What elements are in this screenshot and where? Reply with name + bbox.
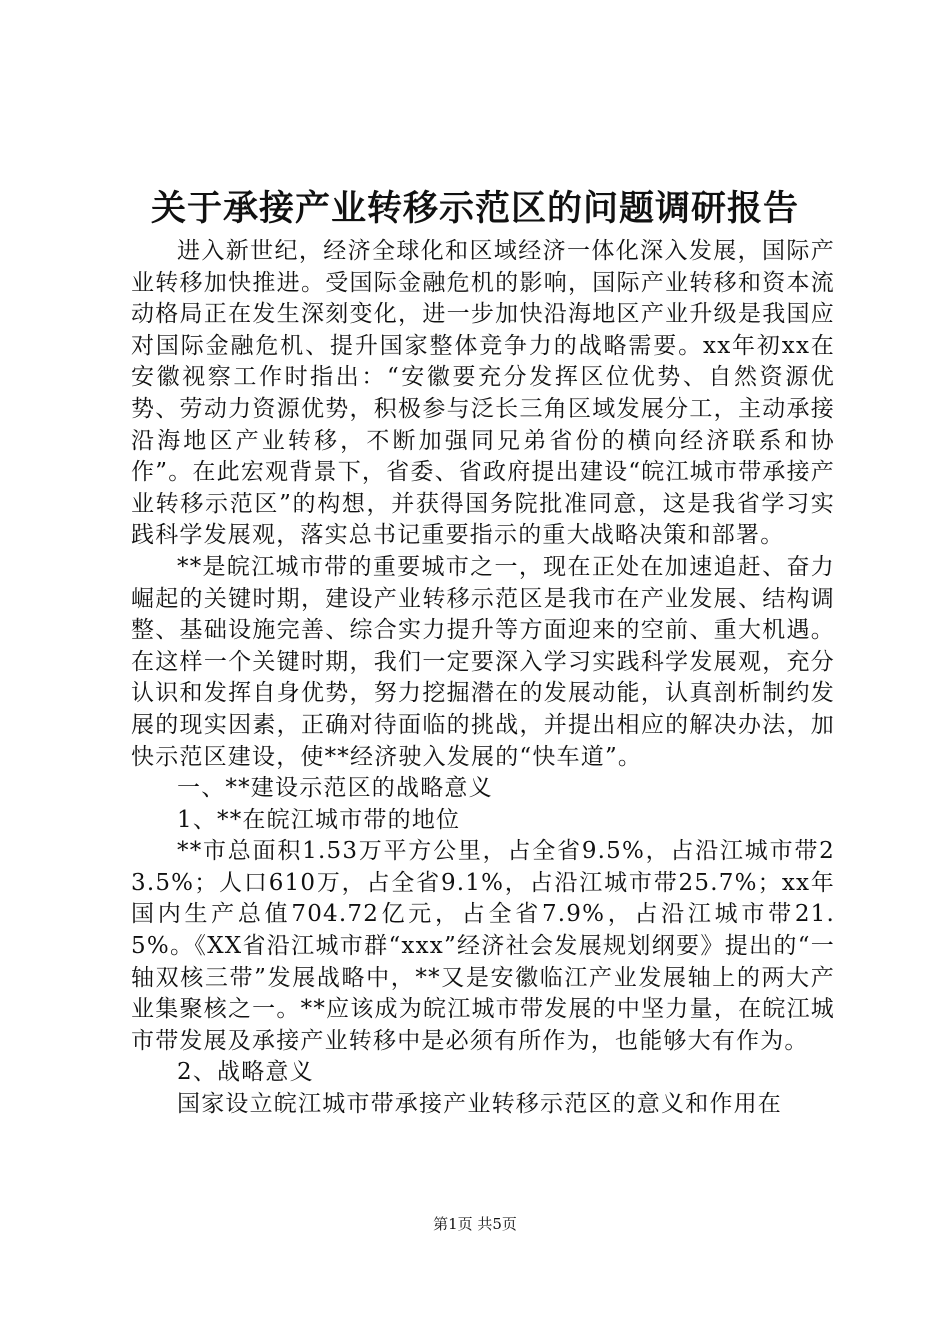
document-body [131,236,835,1121]
subsection-heading-1: 1、**在皖江城市带的地位 [177,806,461,833]
paragraph-statistics: **市总面积1.53万平方公里，占全省9.5%，占沿江城市带23.5%；人口610万，占全省9.1%，占沿江城市带25.7%；xx年国内生产总值704.72亿元，占全省7.9%，占沿江城市带21.5%。《XX省沿江城市群“xxx”经济社会发展规划纲要》提出的“一轴双核三带”发展战略中，**又是安徽临江产业发展轴上的两大产业集聚核之一。**应该成为皖江城市带发展的中坚力量，在皖江城市带发展及承接产业转移中是必须有所作为，也能够大有作为。 [131,838,835,1054]
subsection-heading-2: 2、战略意义 [177,1059,314,1086]
paragraph-intro: 进入新世纪，经济全球化和区域经济一体化深入发展，国际产业转移加快推进。受国际金融危机的影响，国际产业转移和资本流动格局正在发生深刻变化，进一步加快沿海地区产业升级是我国应对国际金融危机、提升国家整体竞争力的战略需要。xx年初xx在安徽视察工作时指出：“安徽要充分发挥区位优势、自然资源优势、劳动力资源优势，积极参与泛长三角区域发展分工，主动承接沿海地区产业转移，不断加强同兄弟省份的横向经济联系和协作”。在此宏观背景下，省委、省政府提出建设“皖江城市带承接产业转移示范区”的构想，并获得国务院批准同意，这是我省学习实践科学发展观，落实总书记重要指示的重大战略决策和部署。 [131,238,835,549]
page-number-footer: 第1页 共5页 [433,1215,517,1233]
paragraph-significance: 国家设立皖江城市带承接产业转移示范区的意义和作用在 [177,1091,782,1118]
section-heading-1: 一、**建设示范区的战略意义 [177,775,493,802]
document-title: 关于承接产业转移示范区的问题调研报告 [150,189,799,229]
paragraph-city-role: **是皖江城市带的重要城市之一，现在正处在加速追赶、奋力崛起的关键时期，建设产业转移示范区是我市在产业发展、结构调整、基础设施完善、综合实力提升等方面迎来的空前、重大机遇。在这样一个关键时期，我们一定要深入学习实践科学发展观，充分认识和发挥自身优势，努力挖掘潜在的发展动能，认真剖析制约发展的现实因素，正确对待面临的挑战，并提出相应的解决办法，加快示范区建设，使**经济驶入发展的“快车道”。 [131,553,835,770]
